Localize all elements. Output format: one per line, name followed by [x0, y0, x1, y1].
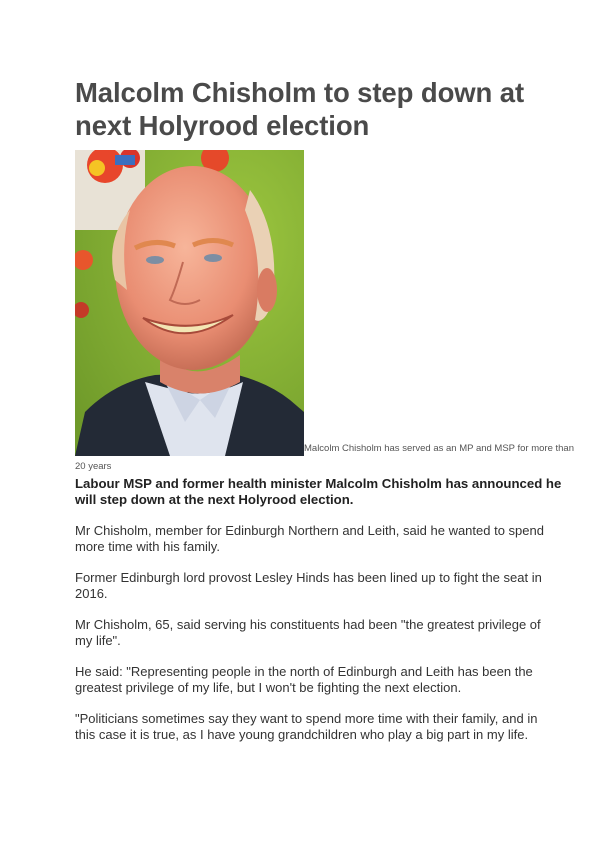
article — [75, 76, 585, 743]
article-paragraph: "Politicians sometimes say they want to spend more time with their family, and in this case it is true, as I have young grandchildren who play a big part in my life. — [75, 711, 538, 742]
article-paragraph: Mr Chisholm, 65, said serving his constituents had been "the greatest privilege of my life". — [75, 617, 541, 648]
photo-caption: Malcolm Chisholm has served as an MP and MSP for more than 20 years — [75, 443, 574, 472]
article-paragraph: Former Edinburgh lord provost Lesley Hinds has been lined up to fight the seat in 2016. — [75, 570, 542, 601]
article-paragraph: He said: "Representing people in the north of Edinburgh and Leith has been the greatest privilege of my life, but I won't be fighting the next election. — [75, 664, 533, 695]
article-headline: Malcolm Chisholm to step down at next Holyrood election — [75, 77, 525, 141]
article-paragraph: Mr Chisholm, member for Edinburgh Northern and Leith, said he wanted to spend more time with his family. — [75, 523, 544, 554]
article-standfirst: Labour MSP and former health minister Malcolm Chisholm has announced he will step down at the next Holyrood election. — [75, 476, 562, 507]
portrait-photo — [75, 150, 304, 456]
article-figure — [75, 150, 585, 474]
